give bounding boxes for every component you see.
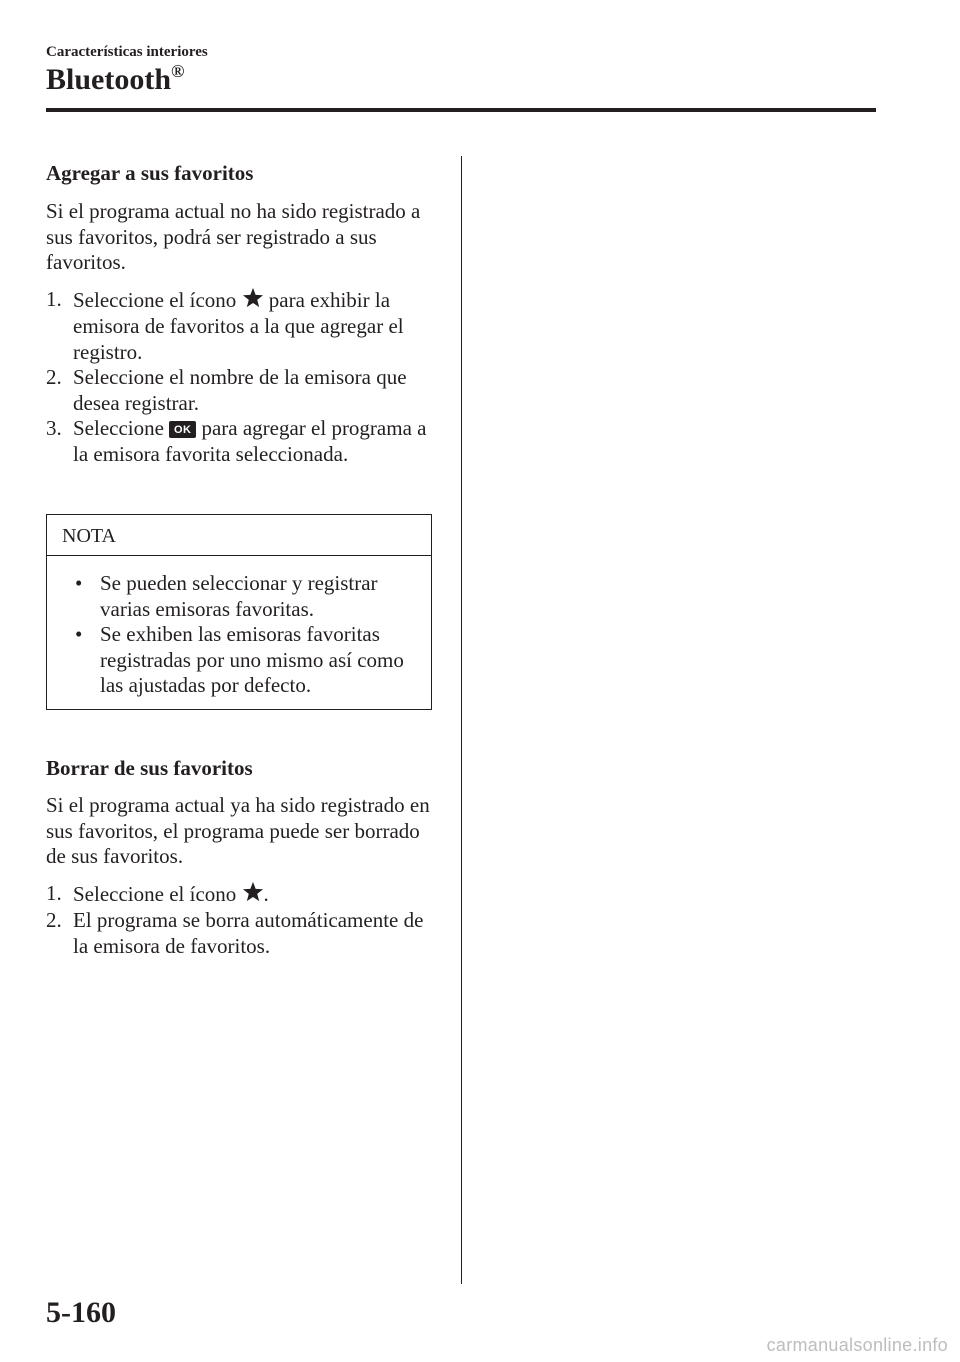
list-item — [46, 287, 436, 366]
step-text: para agregar el programa a la emisora favorita seleccionada. — [73, 416, 427, 466]
list-item — [47, 622, 431, 699]
column-divider — [461, 156, 462, 1284]
list-item — [46, 908, 436, 959]
chapter-title-text: Bluetooth — [46, 63, 172, 96]
step-number: 2. — [46, 365, 62, 389]
add-favorites-body — [46, 199, 436, 467]
add-favorites-heading: Agregar a sus favoritos — [46, 161, 254, 185]
step-number: 2. — [46, 908, 62, 932]
step-text: Seleccione el ícono — [73, 881, 242, 906]
note-text: Se pueden seleccionar y registrar varias emisoras favoritas. — [100, 571, 378, 621]
remove-favorites-intro: Si el programa actual ya ha sido registrado en sus favoritos, el programa puede ser borrado de sus favoritos. — [46, 793, 430, 868]
note-heading: NOTA — [47, 515, 431, 556]
section-label: Características interiores — [46, 44, 208, 60]
remove-favorites-heading: Borrar de sus favoritos — [46, 756, 253, 780]
step-text: . — [263, 881, 269, 906]
step-number: 1. — [46, 880, 62, 905]
step-text: Seleccione el nombre de la emisora que desea registrar. — [73, 365, 407, 415]
list-item — [46, 881, 436, 909]
add-favorites-steps — [46, 287, 436, 468]
add-favorites-intro: Si el programa actual no ha sido registrado a sus favoritos, podrá ser registrado a sus favoritos. — [46, 199, 421, 274]
ok-button-icon: OK — [169, 421, 196, 438]
note-box — [46, 514, 432, 710]
list-item — [46, 416, 436, 467]
chapter-title — [46, 60, 184, 100]
step-number: 3. — [46, 416, 62, 440]
registered-mark: ® — [171, 61, 185, 81]
step-text: Seleccione el ícono — [73, 287, 242, 312]
step-number: 1. — [46, 286, 62, 311]
page-number: 5-160 — [46, 1296, 116, 1329]
bullet: • — [75, 622, 83, 646]
step-text: El programa se borra automáticamente de la emisora de favoritos. — [73, 908, 424, 958]
remove-favorites-steps — [46, 881, 436, 960]
watermark: carmanualsonline.info — [766, 1335, 948, 1355]
header-rule — [46, 108, 876, 112]
note-list — [47, 556, 431, 699]
step-text: Seleccione — [73, 416, 170, 440]
step-text: para exhibir la emisora de favoritos a la que agregar el registro. — [73, 287, 404, 364]
star-icon — [242, 287, 264, 315]
remove-favorites-body — [46, 793, 436, 959]
list-item — [47, 571, 431, 622]
note-text: Se exhiben las emisoras favoritas registradas por uno mismo así como las ajustadas por defecto. — [100, 622, 404, 697]
bullet: • — [75, 571, 83, 595]
list-item — [46, 365, 436, 416]
star-icon — [242, 881, 264, 909]
